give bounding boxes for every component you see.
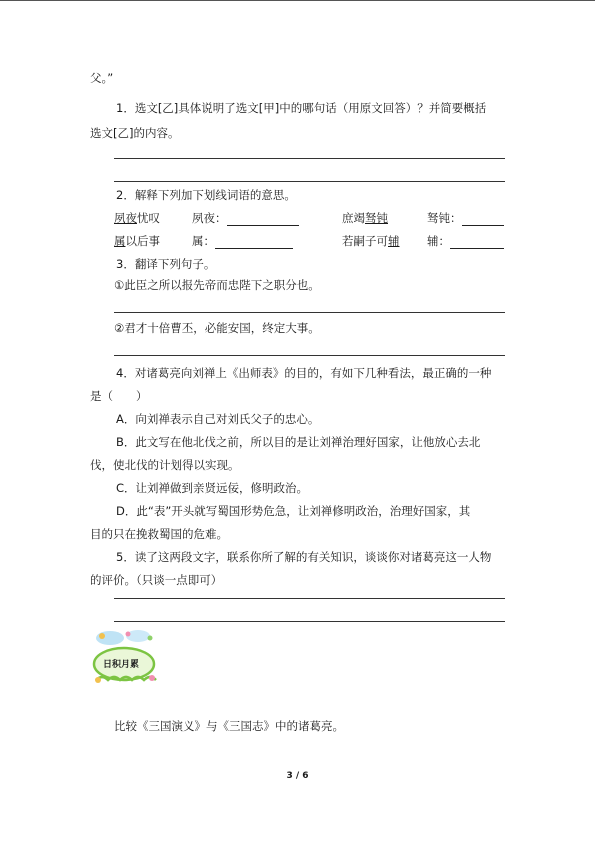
- q4-option-a: A．向刘禅表示自己对刘氏父子的忠心。: [116, 412, 320, 426]
- q2-answer-2: 驽钝：: [427, 210, 504, 226]
- answer-line: [114, 621, 505, 622]
- q2-phrase-4: 若嗣子可辅: [342, 234, 400, 248]
- q2-phrase-1: 夙夜忧叹: [114, 211, 160, 225]
- q4-option-b-line2: 伐，使北伐的计划得以实现。: [90, 458, 240, 472]
- q3-sentence-2: ②君才十倍曹丕，必能安国，终定大事。: [114, 321, 320, 335]
- answer-line: [114, 158, 505, 159]
- fill-blank[interactable]: [462, 213, 504, 226]
- q2-answer-4: 辅：: [427, 233, 504, 249]
- fill-blank[interactable]: [450, 236, 504, 249]
- q2-answer-1: 夙夜：: [192, 210, 299, 226]
- q4-option-d-line2: 目的只在挽救蜀国的危难。: [90, 527, 228, 541]
- section-badge-label: 日积月累: [102, 660, 139, 670]
- q5-line1: 5．读了这两段文字，联系你所了解的有关知识，谈谈你对诸葛亮这一人物: [116, 550, 492, 564]
- q4-line2: 是（ ）: [90, 389, 148, 403]
- q5-line2: 的评价。（只谈一点即可）: [90, 573, 223, 587]
- answer-line: [114, 312, 505, 313]
- q2-phrase-2: 庶竭驽钝: [342, 211, 388, 225]
- q3-prompt: 3．翻译下列句子。: [116, 257, 216, 271]
- top-border: [0, 0, 595, 1]
- q4-option-b-line1: B．此文写在他北伐之前，所以目的是让刘禅治理好国家，让他放心去北: [116, 435, 481, 449]
- q2-answer-3: 属：: [192, 233, 293, 249]
- q2-phrase-3: 属以后事: [114, 234, 160, 248]
- answer-line: [114, 355, 505, 356]
- q1-line1: 1．选文[乙]具体说明了选文[甲]中的哪句话（用原文回答）？并简要概括: [116, 101, 487, 115]
- answer-line: [114, 181, 505, 182]
- q2-prompt: 2．解释下列加下划线词语的意思。: [116, 188, 296, 202]
- underlined-word: 驽钝: [365, 211, 388, 225]
- q3-sentence-1: ①此臣之所以报先帝而忠陛下之职分也。: [114, 278, 320, 292]
- final-line: 比较《三国演义》与《三国志》中的诸葛亮。: [114, 719, 344, 733]
- page-number: 3 / 6: [286, 771, 309, 781]
- q1-line2: 选文[乙]的内容。: [90, 126, 180, 140]
- fill-blank[interactable]: [215, 236, 293, 249]
- underlined-word: 属: [114, 234, 126, 248]
- underlined-word: 辅: [388, 234, 400, 248]
- intro-end: 父。”: [90, 71, 114, 85]
- q4-line1: 4．对诸葛亮向刘禅上《出师表》的目的，有如下几种看法，最正确的一种: [116, 366, 492, 380]
- fill-blank[interactable]: [227, 213, 299, 226]
- q4-option-d-line1: D．此“表”开头就写蜀国形势危急，让刘禅修明政治，治理好国家，其: [116, 504, 471, 518]
- answer-line: [114, 598, 505, 599]
- q4-option-c: C．让刘禅做到亲贤远佞，修明政治。: [116, 481, 309, 495]
- underlined-word: 夙夜: [114, 211, 137, 225]
